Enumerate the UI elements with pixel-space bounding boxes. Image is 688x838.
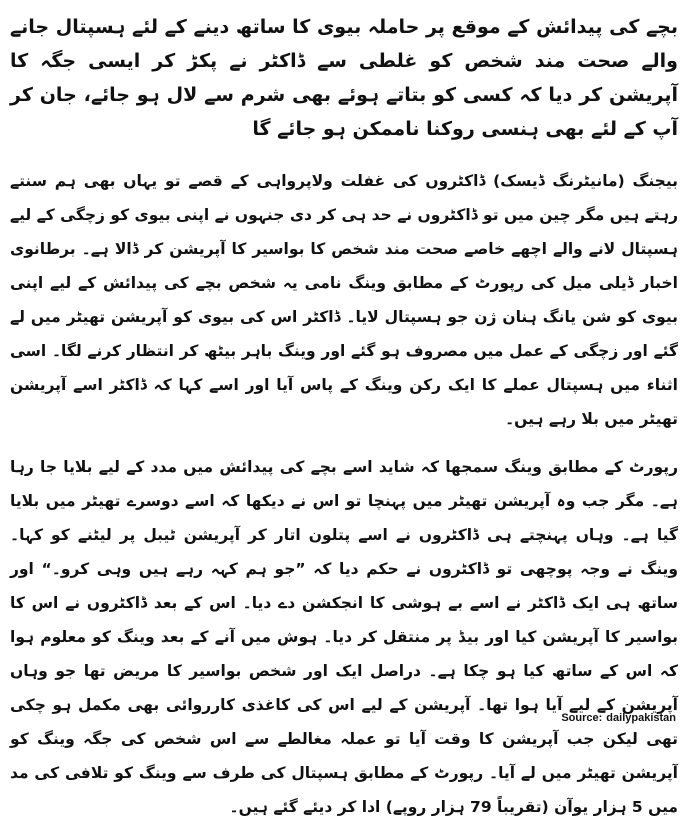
article-paragraph: رپورٹ کے مطابق وینگ سمجھا کہ شاید اسے بچے کی پیدائش میں مدد کے لیے بلایا جا رہا ہے۔ مگر جب وہ آپریشن تھیٹر میں پہنچا تو اس نے دیکھا کہ اسے دوسرے تھیٹر میں بلایا گیا ہے۔ وہاں پہنچتے ہی ڈاکٹروں نے اسے پتلون اتار کر آپریشن ٹیبل پر لیٹنے کو کہا۔ وینگ نے وجہ پوچھی تو ڈاکٹروں نے حکم دیا کہ ”جو ہم کہہ رہے ہیں وہی کرو۔“ اور ساتھ ہی ایک ڈاکٹر نے اسے بے ہوشی کا انجکشن دے دیا۔ اس کے بعد ڈاکٹروں نے اس کا بواسیر کا آپریشن کیا اور بیڈ پر منتقل کر دیا۔ ہوش میں آنے کے بعد وینگ کو معلوم ہوا کہ اس کے ساتھ کیا ہو چکا ہے۔ دراصل ایک اور شخص بواسیر کا مریض تھا جو وہاں آپریشن کے لیے آیا ہوا تھا۔ آپریشن کے لیے اس کی کاغذی کارروائی بھی مکمل ہو چکی تھی لیکن جب آپریشن کا وقت آیا تو عملہ مغالطے سے اس شخص کی جگہ وینگ کو آپریشن تھیٹر میں لے آیا۔ رپورٹ کے مطابق ہسپتال کی طرف سے وینگ کو تلافی کی مد میں 5 ہزار یوآن (تقریباً 79 ہزار روپے) ادا کر دیئے گئے ہیں۔ <box>10 458 678 816</box>
source-credit <box>561 712 676 724</box>
source-label: Source: <box>561 712 603 724</box>
article-headline: بچے کی پیدائش کے موقع پر حاملہ بیوی کا ساتھ دینے کے لئے ہسپتال جانے والے صحت مند شخص کو غلطی سے ڈاکٹر نے پکڑ کر ایسی جگہ کا آپریشن کر دیا کہ کسی کو بتاتے ہوئے بھی شرم سے لال ہو جائے، جان کر آپ کے لئے بھی ہنسی روکنا ناممکن ہو جائے گا <box>10 16 678 140</box>
source-name: dailypakistan <box>606 712 676 724</box>
article-paragraph: بیجنگ (مانیٹرنگ ڈیسک) ڈاکٹروں کی غفلت ولاپرواہی کے قصے تو یہاں بھی ہم سنتے رہتے ہیں مگر چین میں تو ڈاکٹروں نے حد ہی کر دی جنہوں نے اپنی بیوی کو زچگی کے لیے ہسپتال لانے والے اچھے خاصے صحت مند شخص کا بواسیر کا آپریشن کر ڈالا ہے۔ برطانوی اخبار ڈیلی میل کی رپورٹ کے مطابق وینگ نامی یہ شخص بچے کی پیدائش کے لیے اپنی بیوی کو شن یانگ ہنان ژن جو ہسپتال لایا۔ ڈاکٹر اس کی بیوی کو آپریشن تھیٹر میں لے گئے اور زچگی کے عمل میں مصروف ہو گئے اور وینگ باہر بیٹھ کر انتظار کرنے لگا۔ اسی اثناء میں ہسپتال عملے کا ایک رکن وینگ کے پاس آیا اور اسے کہا کہ ڈاکٹر اسے آپریشن تھیٹر میں بلا رہے ہیں۔ <box>10 172 678 428</box>
